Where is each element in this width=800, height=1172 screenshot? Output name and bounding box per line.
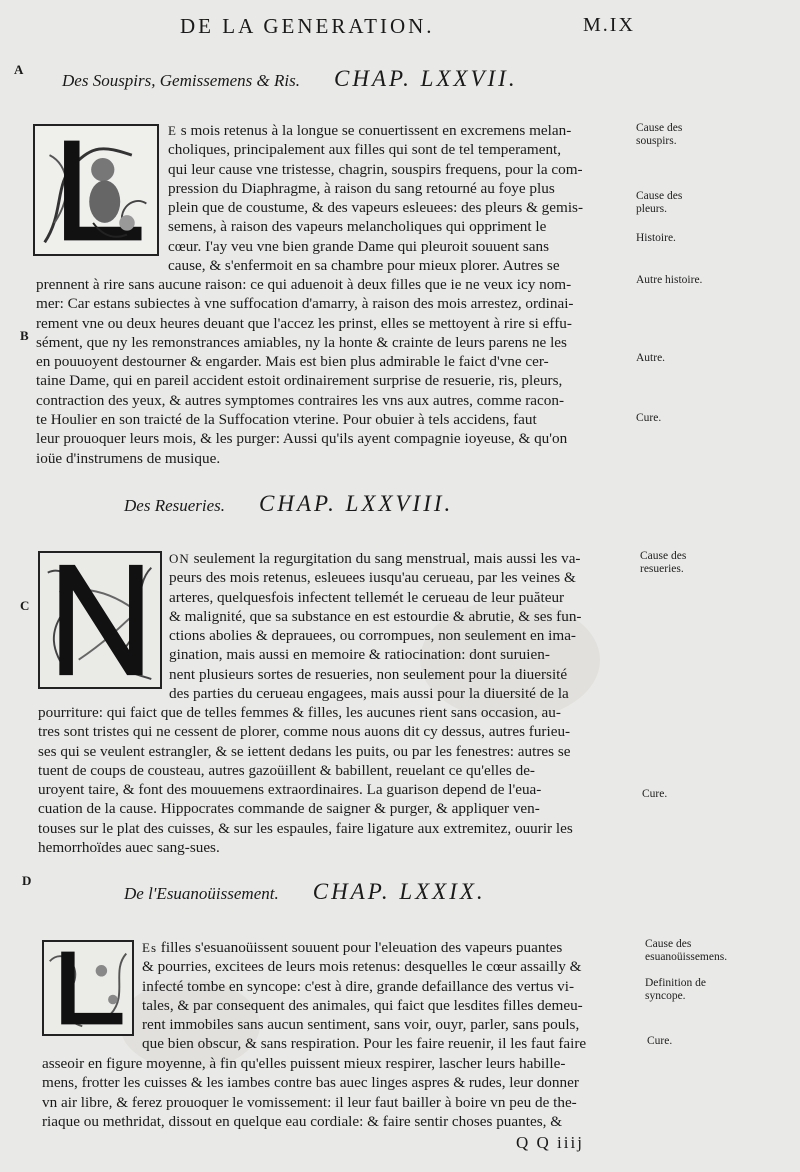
decorated-initial-n bbox=[38, 551, 162, 689]
text-line: vn air libre, & ferez prouoquer le vomissement: il leur faut bailler à boire vn peu de the- bbox=[42, 1093, 577, 1111]
text-line: taine Dame, qui en pareil accident estoit ordinairement surprise de resuerie, ris, pleurs, bbox=[36, 372, 563, 390]
chapter-heading bbox=[124, 491, 453, 517]
text-line: filles s'esuanoüissent souuent pour l'eleuation des vapeurs puantes bbox=[160, 939, 563, 956]
text-line: plein que de coustume, & des vapeurs esleuees: des pleurs & gemis- bbox=[168, 199, 584, 217]
text-line: & malignité, que sa substance en est estourdie & abrutie, & ses fun- bbox=[169, 607, 582, 625]
chapter-78-full-text bbox=[38, 703, 638, 857]
chapter-79-full-text bbox=[42, 1054, 638, 1131]
text-line: tres sont tristes qui ne cessent de plorer, comme nous auons dit cy dessus, autres furieu- bbox=[38, 723, 571, 741]
section-letter-a: A bbox=[14, 62, 24, 77]
text-line: des parties du cerueau engagees, mais aussi pour la diuersité de la bbox=[169, 685, 569, 703]
chapter-79-indented-text bbox=[142, 938, 638, 1054]
dropcap-continuation: Es bbox=[142, 940, 157, 955]
dropcap-continuation: ON bbox=[169, 551, 190, 566]
signature-mark: Q Q iiij bbox=[516, 1133, 584, 1152]
text-line: ioüe d'instrumens de musique. bbox=[36, 449, 221, 467]
text-line: cœur. I'ay veu vne bien grande Dame qui pleuroit souuent sans bbox=[168, 237, 550, 255]
margin-note: Autre. bbox=[636, 352, 666, 364]
text-line: choliques, principalement aux filles qui sont de tel temperament, bbox=[168, 141, 562, 159]
chapter-title: De l'Esuanoüissement. bbox=[124, 884, 279, 903]
margin-note: Cause des esuanoüissemens. bbox=[645, 938, 728, 963]
chapter-number: CHAP. LXXVIII. bbox=[259, 491, 454, 516]
margin-note: Cause des pleurs. bbox=[636, 190, 683, 215]
text-line: & pourries, excitees de leurs mois retenus: desquelles le cœur assailly & bbox=[142, 958, 582, 976]
text-line: uroyent taire, & font des mouuemens extraordinaires. La guarison depend de l'eua- bbox=[38, 781, 542, 799]
text-line: touses sur le plat des cuisses, & sur les espaules, faire ligature aux extremitez, ouurir les bbox=[38, 819, 573, 837]
running-header bbox=[0, 14, 800, 44]
text-line: arteres, quelquesfois infectent tellemét le cerueau de leur puăteur bbox=[169, 588, 565, 606]
dropcap-continuation: E bbox=[168, 123, 177, 138]
decorated-initial-l bbox=[42, 940, 134, 1036]
chapter-title: Des Resueries. bbox=[124, 496, 226, 515]
section-letter-c: C bbox=[20, 598, 30, 613]
text-line: riaque ou methridat, dissout en quelque eau cordiale: & faire sentir choses puantes, & bbox=[42, 1112, 563, 1130]
chapter-heading bbox=[62, 66, 518, 92]
text-line: te Houlier en son traicté de la Suffocation vterine. Pour obuier à tels accidens, faut bbox=[36, 411, 537, 429]
margin-note: Cure. bbox=[636, 412, 662, 424]
text-line: que bien obscur, & sans respiration. Pour les faire reuenir, il les faut faire bbox=[142, 1035, 587, 1053]
margin-note: Definition de syncope. bbox=[645, 977, 706, 1002]
ornament-initial-icon bbox=[44, 942, 132, 1034]
text-line: s mois retenus à la longue se conuertissent en excremens melan- bbox=[180, 122, 572, 139]
margin-note: Autre histoire. bbox=[636, 274, 703, 286]
text-line: mer: Car estans subiectes à vne suffocation d'amarry, à raison des mois arrestez, ordinai- bbox=[36, 295, 574, 313]
text-line: seulement la regurgitation du sang menstrual, mais aussi les va- bbox=[193, 550, 581, 567]
section-letter-b: B bbox=[20, 328, 29, 343]
chapter-number: CHAP. LXXVII. bbox=[334, 66, 518, 91]
text-line: leur prouoquer leurs mois, & les purger: Aussi qu'ils ayent compagnie ioyeuse, & qu'on bbox=[36, 430, 568, 448]
text-line: gination, mais aussi en memoire & ratiocination: dont suruien- bbox=[169, 646, 550, 664]
text-line: tuent de coups de cousteau, autres gazoüillent & babillent, reuelant ce qu'elles de- bbox=[38, 761, 535, 779]
margin-note: Cause des resueries. bbox=[640, 550, 687, 575]
text-line: pression du Diaphragme, à raison du sang retourné au foye plus bbox=[168, 179, 555, 197]
running-title: DE LA GENERATION. bbox=[180, 14, 435, 38]
text-line: rent immobiles sans aucun sentiment, sans voir, ouyr, parler, sans pouls, bbox=[142, 1016, 580, 1034]
text-line: asseoir en figure moyenne, à fin qu'elles puissent mieux respirer, lascher leurs habille- bbox=[42, 1055, 566, 1072]
chapter-77-indented-text bbox=[168, 121, 630, 275]
text-line: ctions abolies & deprauees, ou corrompues, non seulement en ima- bbox=[169, 627, 576, 645]
text-line: cause, & s'enfermoit en sa chambre pour mieux plorer. Autres se bbox=[168, 257, 560, 275]
text-line: hemorrhoïdes auec sang-sues. bbox=[38, 839, 220, 857]
text-line: nent plusieurs sortes de resueries, non seulement pour la diuersité bbox=[169, 665, 568, 683]
ornament-initial-icon bbox=[35, 126, 157, 254]
text-line: qui leur cause vne tristesse, chagrin, souspirs frequens, pour la com- bbox=[168, 160, 583, 178]
text-line: rement vne ou deux heures deuant que l'accez les prinst, elles se mettoyent à rire si effu- bbox=[36, 314, 572, 332]
section-letter-d: D bbox=[22, 873, 32, 888]
chapter-heading bbox=[124, 879, 486, 905]
ornament-initial-icon bbox=[40, 553, 160, 687]
chapter-78-indented-text bbox=[169, 549, 630, 703]
margin-note: Cause des souspirs. bbox=[636, 122, 683, 147]
text-line: sément, que ny les remonstrances amiables, ny la honte & crainte de leurs parens ne les bbox=[36, 333, 567, 351]
margin-note: Histoire. bbox=[636, 232, 676, 244]
margin-note: Cure. bbox=[642, 788, 668, 800]
decorated-initial-l bbox=[33, 124, 159, 256]
text-line: infecté tombe en syncope: c'est à dire, grande defaillance des vertus vi- bbox=[142, 977, 575, 995]
text-line: prennent à rire sans aucune raison: ce qui aduenoit à deux filles que ie ne veux icy nom- bbox=[36, 276, 572, 293]
text-line: en pouuoyent destourner & engarder. Mais est bien plus admirable le faict d'vne cer- bbox=[36, 353, 549, 371]
chapter-title: Des Souspirs, Gemissemens & Ris. bbox=[62, 71, 300, 90]
text-line: mens, frotter les cuisses & les iambes contre bas auec linges aspres & rudes, leur donner bbox=[42, 1074, 579, 1092]
chapter-number: CHAP. LXXIX. bbox=[312, 879, 486, 904]
text-line: ses qui se veulent estrangler, & se iettent dedans les puits, ou par les fenestres: autres se bbox=[38, 742, 571, 760]
margin-note: Cure. bbox=[647, 1035, 673, 1047]
chapter-77-full-text bbox=[36, 275, 630, 468]
text-line: cuation de la cause. Hippocrates commande de saigner & purger, & appliquer ven- bbox=[38, 800, 540, 818]
text-line: contraction des yeux, & autres symptomes contraires les vns aux autres, comme racon- bbox=[36, 391, 565, 409]
text-line: peurs des mois retenus, esleuees iusqu'au cerueau, par les veines & bbox=[169, 569, 576, 587]
text-line: tales, & par consequent des animales, qui faict que lesdites filles demeu- bbox=[142, 996, 583, 1014]
folio-number: M.IX bbox=[583, 14, 635, 36]
text-line: pourriture: qui faict que de telles femmes & filles, les aucunes rient sans occasion, au- bbox=[38, 704, 561, 721]
text-line: semens, à raison des vapeurs melancholiques qui oppriment le bbox=[168, 218, 547, 236]
